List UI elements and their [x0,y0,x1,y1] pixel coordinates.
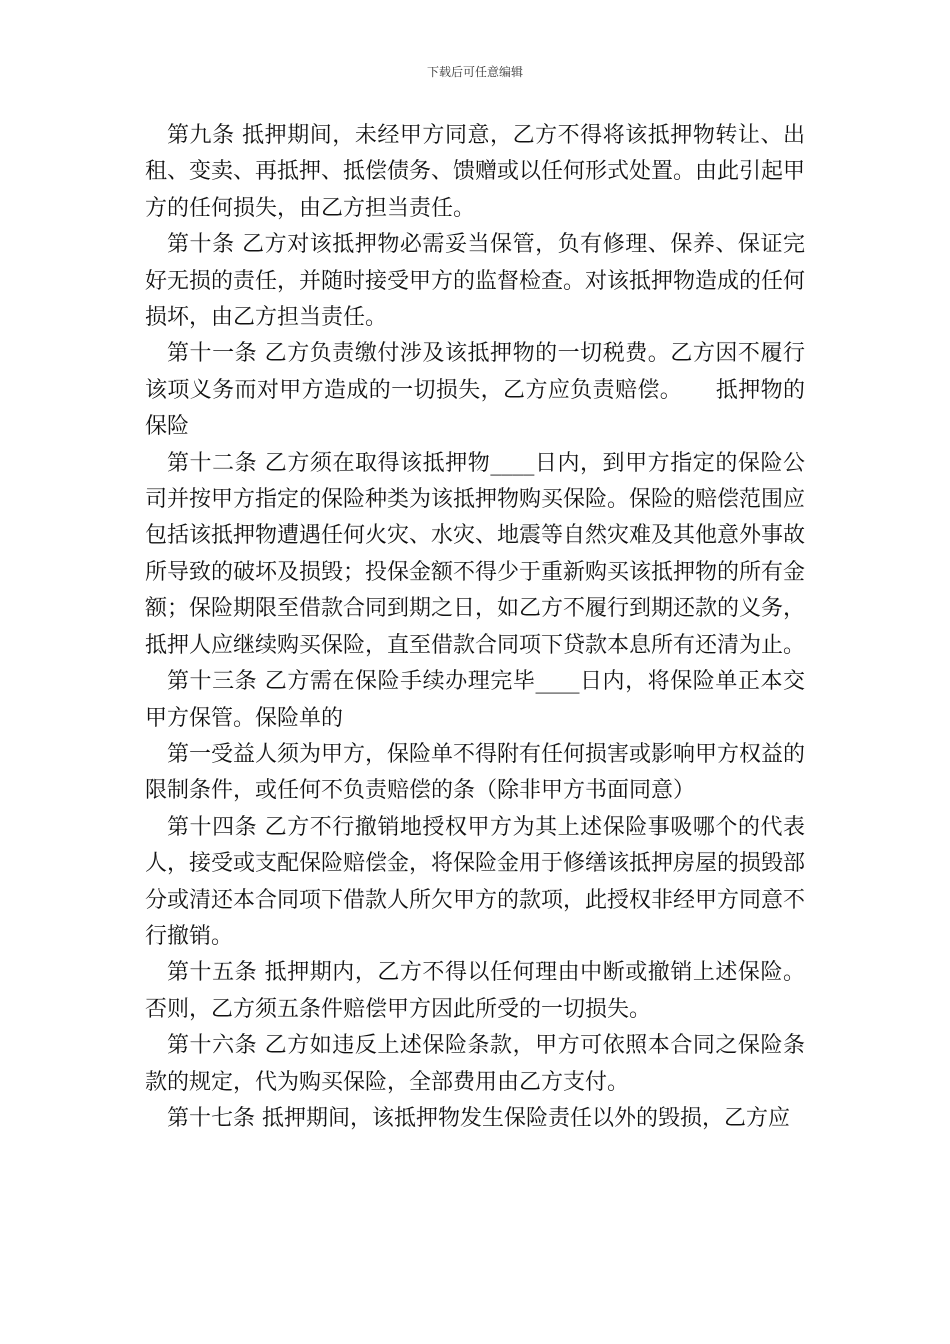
clause-13-continued: 第一受益人须为甲方，保险单不得附有任何损害或影响甲方权益的限制条件，或任何不负责赔偿的条（除非甲方书面同意） [145,741,806,804]
clause-10: 第十条 乙方对该抵押物必需妥当保管，负有修理、保养、保证完好无损的责任，并随时接受甲方的监督检查。对该抵押物造成的任何损坏，由乙方担当责任。 [145,232,806,331]
clause-15: 第十五条 抵押期内，乙方不得以任何理由中断或撤销上述保险。否则，乙方须五条件赔偿甲方因此所受的一切损失。 [145,960,805,1022]
clause-17: 第十七条 抵押期间，该抵押物发生保险责任以外的毁损，乙方应 [167,1105,790,1131]
page-header-note: 下载后可任意编辑 [426,65,523,79]
clause-12: 第十二条 乙方须在取得该抵押物____日内，到甲方指定的保险公司并按甲方指定的保险种类为该抵押物购买保险。保险的赔偿范围应包括该抵押物遭遇任何火灾、水灾、地震等自然灾难及其他意外事故所导致的破坏及损毁；投保金额不得少于重新购买该抵押物的所有金额；保险期限至借款合同到期之日，如乙方不履行到期还款的义务，抵押人应继续购买保险，直至借款合同项下贷款本息所有还清为止。 [145,450,806,658]
clause-14: 第十四条 乙方不行撤销地授权甲方为其上述保险事吸哪个的代表人，接受或支配保险赔偿金，将保险金用于修缮该抵押房屋的损毁部分或清还本合同项下借款人所欠甲方的款项，此授权非经甲方同意不行撤销。 [145,814,806,949]
clause-9: 第九条 抵押期间，未经甲方同意，乙方不得将该抵押物转让、出租、变卖、再抵押、抵偿债务、馈赠或以任何形式处置。由此引起甲方的任何损失，由乙方担当责任。 [145,123,806,221]
clause-11: 第十一条 乙方负责缴付涉及该抵押物的一切税费。乙方因不履行该项义务而对甲方造成的一切损失，乙方应负责赔偿。 抵押物的保险 [145,341,805,440]
clause-13: 第十三条 乙方需在保险手续办理完毕____日内，将保险单正本交甲方保管。保险单的 [145,669,805,731]
document-body [145,118,805,1137]
clause-16: 第十六条 乙方如违反上述保险条款，甲方可依照本合同之保险条款的规定，代为购买保险，全部费用由乙方支付。 [145,1033,805,1095]
